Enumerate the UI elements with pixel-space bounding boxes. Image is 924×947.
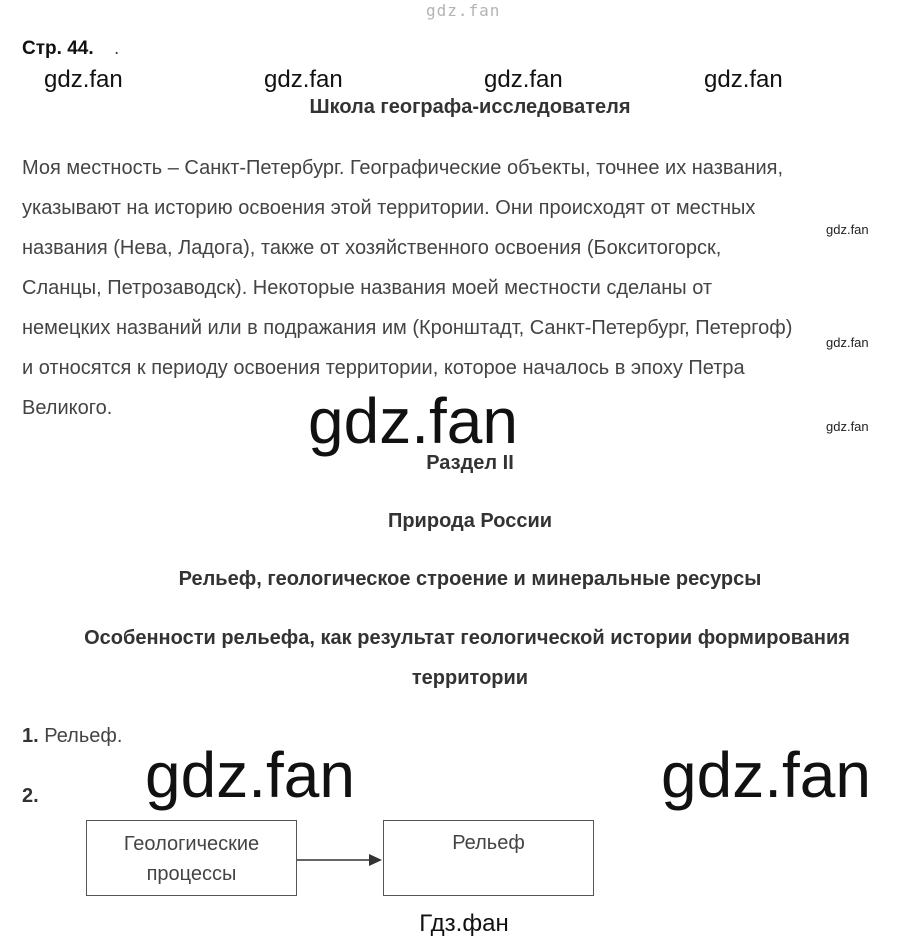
watermark: gdz.fan [264, 66, 343, 93]
arrow-right-icon [297, 850, 383, 870]
box-label-line: Геологические [123, 833, 260, 855]
watermark-small: gdz.fan [826, 335, 869, 350]
diagram-box-relief [383, 820, 594, 896]
body-paragraph [22, 148, 922, 428]
paragraph-line: Моя местность – Санкт-Петербург. Географические объекты, точнее их названия, [22, 157, 784, 179]
list-item [22, 725, 122, 748]
nature-heading: Природа России [387, 510, 553, 532]
watermark-large: gdz.fan [661, 739, 871, 811]
relief-heading: Рельеф, геологическое строение и минеральные ресурсы [178, 568, 762, 590]
section-title: Школа географа-исследователя [309, 96, 631, 118]
diagram-box-geological-processes [86, 820, 297, 896]
paragraph-line: Сланцы, Петрозаводск). Некоторые названия моей местности сделаны от [22, 277, 713, 299]
features-heading-line2: территории [411, 667, 529, 689]
page-trailing-dot: . [114, 38, 120, 59]
watermark: gdz.fan [484, 66, 563, 93]
watermark: gdz.fan [704, 66, 783, 93]
box-label-line: процессы [146, 863, 237, 885]
watermark-small: gdz.fan [826, 419, 869, 434]
list-item [22, 785, 39, 808]
paragraph-line: Великого. [22, 397, 113, 419]
watermark-large: gdz.fan [308, 385, 518, 457]
box-label: Рельеф [452, 832, 525, 854]
watermark: gdz.fan [44, 66, 123, 93]
page-label: Стр. 44. [22, 38, 94, 59]
paragraph-line: указывают на историю освоения этой территории. Они происходят от местных [22, 197, 756, 219]
item-number: 1. [22, 725, 39, 747]
paragraph-line: названия (Нева, Ладога), также от хозяйственного освоения (Бокситогорск, [22, 237, 722, 259]
item-number: 2. [22, 785, 39, 807]
watermark-top: gdz.fan [426, 1, 501, 20]
part-heading: Раздел II [426, 452, 514, 474]
watermark-caption: Гдз.фан [419, 910, 509, 937]
features-heading-line1: Особенности рельефа, как результат геологической истории формирования [84, 627, 850, 649]
watermark-small: gdz.fan [826, 222, 869, 237]
paragraph-line: немецких названий или в подражания им (Кронштадт, Санкт-Петербург, Петергоф) [22, 317, 793, 339]
watermark-large: gdz.fan [145, 739, 355, 811]
paragraph-line: и относятся к периоду освоения территории, которое началось в эпоху Петра [22, 357, 745, 379]
item-text: Рельеф. [44, 725, 123, 747]
